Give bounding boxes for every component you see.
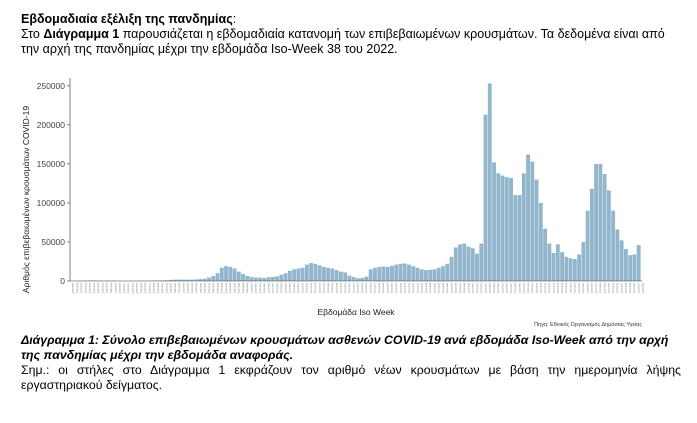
bar-2022-W01 (484, 115, 488, 281)
y-tick-label: 50000 (41, 236, 65, 247)
x-tick-label: 2020-W53 (259, 283, 262, 294)
x-tick-label: 2022-W28 (600, 283, 603, 294)
bar-2020-W43 (216, 273, 220, 281)
x-tick-label: 2020-W50 (247, 283, 250, 294)
x-tick-label: 2022-W08 (515, 283, 518, 294)
bar-2021-W13 (313, 264, 317, 281)
bar-2021-W41 (433, 269, 437, 281)
bar-2020-W45 (224, 266, 228, 281)
bar-2022-W07 (509, 178, 513, 281)
bar-2022-W21 (569, 258, 573, 281)
bar-2021-W12 (309, 263, 313, 281)
x-tick-label: 2020-W39 (200, 283, 203, 294)
x-tick-label: 2022-W07 (510, 283, 513, 294)
x-tick-label: 2021-W02 (268, 283, 271, 294)
bar-2022-W20 (564, 257, 568, 281)
bar-2021-W48 (462, 244, 466, 281)
x-tick-label: 2021-W50 (472, 283, 475, 294)
bar-2021-W46 (454, 247, 458, 281)
bar-2021-W08 (292, 269, 296, 281)
x-tick-label: 2021-W24 (361, 283, 364, 294)
x-tick-label: 2020-W34 (179, 283, 182, 294)
x-tick-label: 2021-W14 (319, 283, 322, 294)
x-tick-label: 2022-W13 (536, 283, 539, 294)
bar-2022-W04 (496, 173, 500, 281)
x-tick-label: 2020-W41 (208, 283, 211, 294)
x-tick-label: 2020-W18 (111, 283, 113, 294)
x-tick-label: 2021-W20 (344, 283, 347, 294)
bar-2021-W02 (267, 277, 271, 281)
x-tick-label: 2020-W16 (102, 283, 105, 294)
x-tick-label: 2022-W09 (519, 283, 522, 294)
x-axis-label: Εβδομάδα Iso Week (317, 307, 395, 317)
bar-2021-W51 (475, 254, 479, 281)
x-tick-label: 2021-W17 (332, 283, 335, 294)
bar-2022-W08 (513, 195, 517, 281)
x-tick-label: 2021-W15 (323, 283, 326, 294)
x-tick-label: 2020-W25 (140, 283, 143, 294)
x-tick-label: 2020-W35 (183, 283, 186, 294)
x-tick-label: 2022-W16 (549, 283, 552, 294)
x-tick-label: 2021-W16 (327, 283, 330, 294)
x-tick-label: 2020-W51 (251, 283, 254, 294)
x-tick-label: 2022-W14 (540, 283, 543, 294)
x-tick-label: 2022-W05 (502, 283, 505, 294)
bar-2021-W04 (275, 276, 279, 281)
x-tick-label: 2021-W13 (315, 283, 318, 294)
bar-2021-W26 (369, 269, 373, 281)
bar-2021-W34 (403, 263, 407, 281)
bar-2021-W35 (407, 265, 411, 281)
x-tick-label: 2020-W37 (191, 283, 194, 294)
bar-2021-W47 (458, 244, 462, 281)
x-tick-label: 2020-W10 (76, 283, 79, 294)
x-tick-label: 2021-W03 (272, 283, 275, 294)
x-tick-label: 2021-W49 (468, 283, 471, 294)
bar-2021-W33 (399, 264, 403, 281)
bar-2022-W31 (611, 211, 615, 281)
x-tick-label: 2022-W37 (638, 283, 641, 294)
x-tick-label: 2021-W31 (391, 283, 394, 294)
x-tick-label: 2020-W49 (242, 283, 245, 294)
weekly-cases-bar-chart (18, 70, 648, 332)
x-tick-label: 2022-W11 (527, 283, 530, 293)
bar-2020-W48 (237, 272, 241, 281)
x-tick-label: 2021-W12 (310, 283, 313, 294)
x-tick-label: 2022-W01 (485, 283, 488, 294)
bar-2022-W14 (539, 203, 543, 281)
bar-2022-W06 (505, 177, 509, 281)
bar-2022-W23 (577, 254, 581, 281)
figure-note: Σημ.: οι στήλες στο Διάγραμμα 1 εκφράζουν τον αριθμό νέων κρουσμάτων με βάση την ημερομηνία λήψης εργαστηριακού δείγματος. (21, 363, 681, 392)
x-tick-label: 2021-W26 (370, 283, 373, 294)
x-tick-label: 2021-W34 (404, 283, 407, 294)
bar-2021-W06 (284, 273, 288, 281)
bar-2021-W36 (411, 266, 415, 281)
x-tick-label: 2020-W33 (174, 283, 177, 294)
x-tick-label: 2020-W36 (187, 283, 190, 294)
bar-2022-W10 (522, 173, 526, 281)
x-tick-label: 2021-W43 (442, 283, 445, 294)
x-tick-label: 2020-W14 (93, 283, 96, 294)
x-tick-label: 2020-W28 (153, 283, 156, 294)
x-tick-label: 2021-W45 (451, 283, 454, 294)
bar-2021-W21 (347, 276, 351, 281)
x-tick-label: 2022-W02 (489, 283, 492, 294)
x-tick-label: 2021-W27 (374, 283, 377, 294)
x-tick-label: 2020-W38 (196, 283, 199, 294)
bar-2022-W09 (518, 195, 522, 281)
bar-2021-W17 (330, 269, 334, 281)
bar-2022-W36 (632, 254, 636, 281)
x-tick-label: 2021-W21 (349, 283, 352, 294)
bar-2020-W50 (245, 276, 249, 281)
bar-2021-W32 (394, 265, 398, 281)
x-axis-tick-labels (73, 282, 645, 293)
x-tick-label: 2020-W19 (115, 283, 118, 294)
section-heading-colon: : (232, 12, 237, 26)
bar-2021-W49 (467, 247, 471, 281)
x-tick-label: 2021-W35 (408, 283, 411, 294)
bar-2021-W38 (420, 269, 424, 281)
x-tick-label: 2020-W20 (119, 283, 122, 294)
x-tick-label: 2020-W27 (149, 283, 152, 294)
x-tick-label: 2022-W10 (523, 283, 526, 294)
x-tick-label: 2020-W48 (238, 283, 241, 294)
bar-2021-W09 (296, 269, 300, 281)
x-tick-label: 2022-W12 (532, 283, 535, 294)
bar-2022-W37 (637, 245, 641, 281)
bar-2022-W05 (501, 176, 505, 281)
bar-2020-W40 (203, 279, 207, 281)
x-tick-label: 2020-W46 (230, 283, 233, 294)
x-tick-label: 2021-W36 (413, 283, 416, 294)
bar-2021-W20 (343, 272, 347, 281)
x-tick-label: 2021-W04 (276, 283, 279, 294)
x-tick-label: 2021-W29 (383, 283, 386, 294)
bar-2020-W46 (228, 267, 232, 281)
x-tick-label: 2020-W44 (221, 283, 224, 294)
bar-2022-W34 (624, 249, 628, 281)
x-tick-label: 2021-W32 (396, 283, 398, 294)
x-tick-label: 2021-W07 (289, 283, 292, 294)
bar-2022-W12 (530, 162, 534, 281)
bar-2021-W43 (441, 266, 445, 281)
x-tick-label: 2022-W36 (634, 283, 637, 294)
x-tick-label: 2020-W21 (123, 283, 126, 294)
x-tick-label: 2022-W27 (595, 283, 598, 294)
bar-2022-W03 (492, 162, 496, 281)
bar-2020-W41 (207, 277, 211, 281)
intro-prefix: Στο (21, 27, 44, 41)
x-tick-label: 2020-W52 (255, 283, 258, 294)
x-tick-label: 2021-W10 (302, 283, 305, 294)
bar-2021-W15 (322, 267, 326, 281)
x-tick-label: 2020-W15 (98, 283, 101, 294)
x-tick-label: 2020-W22 (128, 283, 131, 294)
x-tick-label: 2020-W32 (170, 283, 173, 294)
bar-2022-W18 (556, 244, 560, 281)
x-tick-label: 2021-W30 (387, 283, 390, 294)
bar-2022-W25 (586, 211, 590, 281)
x-tick-label: 2022-W26 (591, 283, 594, 294)
bar-2021-W45 (450, 257, 454, 281)
bar-2021-W44 (445, 264, 449, 281)
y-axis-ticks (37, 81, 70, 286)
x-tick-label: 2022-W15 (544, 283, 547, 294)
x-tick-label: 2022-W20 (566, 283, 569, 294)
bar-2020-W51 (250, 277, 254, 281)
x-tick-label: 2021-W09 (298, 283, 301, 294)
bar-2022-W16 (547, 244, 551, 281)
section-heading-text: Εβδομαδιαία εξέλιξη της πανδημίας (21, 12, 233, 26)
x-tick-label: 2021-W42 (438, 283, 441, 294)
bar-2021-W05 (279, 275, 283, 281)
x-tick-label: 2021-W39 (425, 283, 428, 294)
x-tick-label: 2021-W28 (378, 283, 381, 294)
x-tick-label: 2021-W11 (306, 283, 309, 293)
bar-2021-W28 (377, 267, 381, 281)
x-tick-label: 2022-W29 (604, 283, 607, 294)
bar-2020-W49 (241, 274, 245, 281)
x-tick-label: 2021-W52 (481, 283, 484, 294)
bar-2021-W37 (416, 268, 420, 281)
x-tick-label: 2020-W11 (81, 283, 84, 293)
x-tick-label: 2022-W23 (578, 283, 581, 294)
x-tick-label: 2020-W17 (106, 283, 109, 294)
x-tick-label: 2021-W47 (459, 283, 462, 294)
y-axis-label: Αριθμός επιβεβαιωμένων κρουσμάτων COVID-19 (21, 105, 31, 294)
bar-2022-W17 (552, 253, 556, 281)
x-tick-label: 2020-W29 (157, 283, 160, 294)
x-tick-label: 2021-W25 (366, 283, 369, 294)
x-tick-label: 2020-W47 (234, 283, 237, 294)
bar-2021-W18 (335, 270, 339, 281)
bar-2021-W39 (424, 270, 428, 281)
bar-2021-W24 (360, 278, 364, 281)
x-tick-label: 2021-W08 (293, 283, 296, 294)
x-tick-label: 2020-W43 (217, 283, 220, 294)
x-tick-label: 2021-W40 (430, 283, 433, 294)
x-tick-label: 2021-W41 (434, 283, 437, 294)
x-tick-label: 2021-W37 (417, 283, 420, 294)
x-tick-label: 2021-W18 (336, 283, 339, 294)
x-tick-label: 2021-W44 (447, 283, 450, 294)
x-tick-label: 2022-W30 (608, 283, 611, 294)
bar-2021-W40 (428, 270, 432, 281)
intro-paragraph (21, 27, 681, 57)
bar-2021-W22 (352, 277, 356, 281)
x-tick-label: 2022-W19 (561, 283, 564, 294)
x-tick-label: 2022-W06 (506, 283, 509, 294)
x-tick-label: 2020-W30 (162, 283, 165, 294)
bar-2022-W33 (620, 240, 624, 281)
bar-2022-W30 (607, 190, 611, 281)
bar-2022-W19 (560, 252, 564, 281)
x-tick-label: 2021-W06 (285, 283, 288, 294)
x-tick-label: 2021-W48 (464, 283, 467, 294)
bar-2022-W35 (628, 255, 632, 281)
chart-source-note: Πηγή: Εθνικός Οργανισμός Δημόσιας Υγείας (534, 322, 642, 328)
x-tick-label: 2021-W05 (281, 283, 284, 294)
bar-2021-W25 (365, 277, 369, 281)
x-tick-label: 2021-W22 (353, 283, 356, 294)
bar-2021-W31 (390, 266, 394, 281)
bar-2022-W02 (488, 83, 492, 281)
bar-2022-W24 (581, 242, 585, 281)
bar-2021-W16 (326, 268, 330, 281)
bar-2022-W15 (543, 229, 547, 281)
section-heading (21, 12, 236, 26)
bar-2021-W10 (301, 268, 305, 281)
x-tick-label: 2021-W19 (340, 283, 343, 294)
x-tick-label: 2020-W45 (225, 283, 228, 294)
y-tick-label: 0 (60, 276, 65, 286)
bar-2021-W42 (437, 268, 441, 281)
x-tick-label: 2020-W09 (72, 283, 75, 294)
bar-2022-W26 (590, 189, 594, 281)
bar-2022-W27 (594, 164, 598, 281)
x-tick-label: 2021-W33 (400, 283, 403, 294)
x-tick-label: 2022-W18 (557, 283, 560, 294)
bar-2021-W14 (318, 265, 322, 281)
x-tick-label: 2022-W22 (574, 283, 577, 294)
x-tick-label: 2022-W38 (642, 283, 645, 294)
x-tick-label: 2022-W25 (587, 283, 590, 294)
bar-2020-W53 (258, 278, 262, 281)
x-tick-label: 2020-W26 (145, 283, 148, 294)
bars-group (75, 83, 640, 281)
bar-2021-W52 (479, 244, 483, 281)
x-tick-label: 2020-W24 (136, 283, 139, 294)
bar-2021-W11 (305, 265, 309, 281)
x-tick-label: 2020-W31 (166, 283, 169, 294)
x-tick-label: 2021-W23 (357, 283, 360, 294)
x-tick-label: 2022-W31 (612, 283, 615, 294)
x-tick-label: 2020-W40 (204, 283, 207, 294)
bar-2021-W50 (471, 248, 475, 281)
y-tick-label: 200000 (36, 119, 65, 130)
bar-2020-W44 (220, 268, 224, 281)
figure-caption: Διάγραμμα 1: Σύνολο επιβεβαιωμένων κρουσμάτων ασθενών COVID-19 ανά εβδομάδα Iso-Week από την αρχή της πανδημίας μέχρι την εβδομάδα αναφοράς. (21, 333, 669, 362)
x-tick-label: 2020-W13 (89, 283, 92, 294)
y-tick-label: 100000 (36, 197, 65, 208)
x-tick-label: 2022-W04 (498, 283, 501, 294)
x-tick-label: 2021-W51 (476, 283, 479, 294)
x-tick-label: 2022-W03 (493, 283, 496, 294)
x-tick-label: 2022-W35 (629, 283, 632, 294)
bar-2021-W29 (382, 267, 386, 281)
bar-2021-W27 (373, 268, 377, 281)
bar-2021-W23 (356, 278, 360, 281)
bar-2022-W28 (598, 164, 602, 281)
bar-2020-W52 (254, 277, 258, 281)
x-tick-label: 2021-W01 (264, 283, 267, 294)
x-tick-label: 2022-W33 (621, 283, 624, 294)
bar-2021-W01 (262, 278, 266, 281)
bar-2022-W32 (615, 229, 619, 281)
bar-2021-W07 (288, 271, 292, 281)
y-tick-label: 250000 (36, 80, 65, 91)
bar-2020-W42 (211, 276, 215, 281)
x-tick-label: 2022-W32 (617, 283, 620, 294)
x-tick-label: 2020-W12 (85, 283, 88, 294)
x-tick-label: 2022-W17 (553, 283, 556, 294)
intro-figure-ref: Διάγραμμα 1 (43, 27, 120, 41)
bar-2022-W13 (535, 180, 539, 282)
bar-2022-W29 (603, 174, 607, 281)
x-tick-label: 2022-W34 (625, 283, 628, 294)
intro-rest: παρουσιάζεται η εβδομαδιαία κατανομή των επιβεβαιωμένων κρουσμάτων. Τα δεδομένα είναι από την αρχή της πανδημίας μέχρι την εβδομάδα Iso-Week 38 του 2022. (21, 27, 665, 56)
x-tick-label: 2020-W23 (132, 283, 135, 294)
x-tick-label: 2021-W46 (455, 283, 458, 294)
bar-2022-W11 (526, 155, 530, 281)
bar-2021-W30 (386, 267, 390, 281)
bar-2021-W19 (339, 272, 343, 281)
x-tick-label: 2022-W24 (583, 283, 586, 294)
x-tick-label: 2022-W21 (570, 283, 573, 294)
bar-2021-W03 (271, 277, 275, 281)
bar-2022-W22 (573, 259, 577, 281)
x-tick-label: 2020-W42 (213, 283, 216, 294)
bar-2020-W47 (233, 269, 237, 281)
y-tick-label: 150000 (36, 158, 65, 169)
x-tick-label: 2021-W38 (421, 283, 424, 294)
